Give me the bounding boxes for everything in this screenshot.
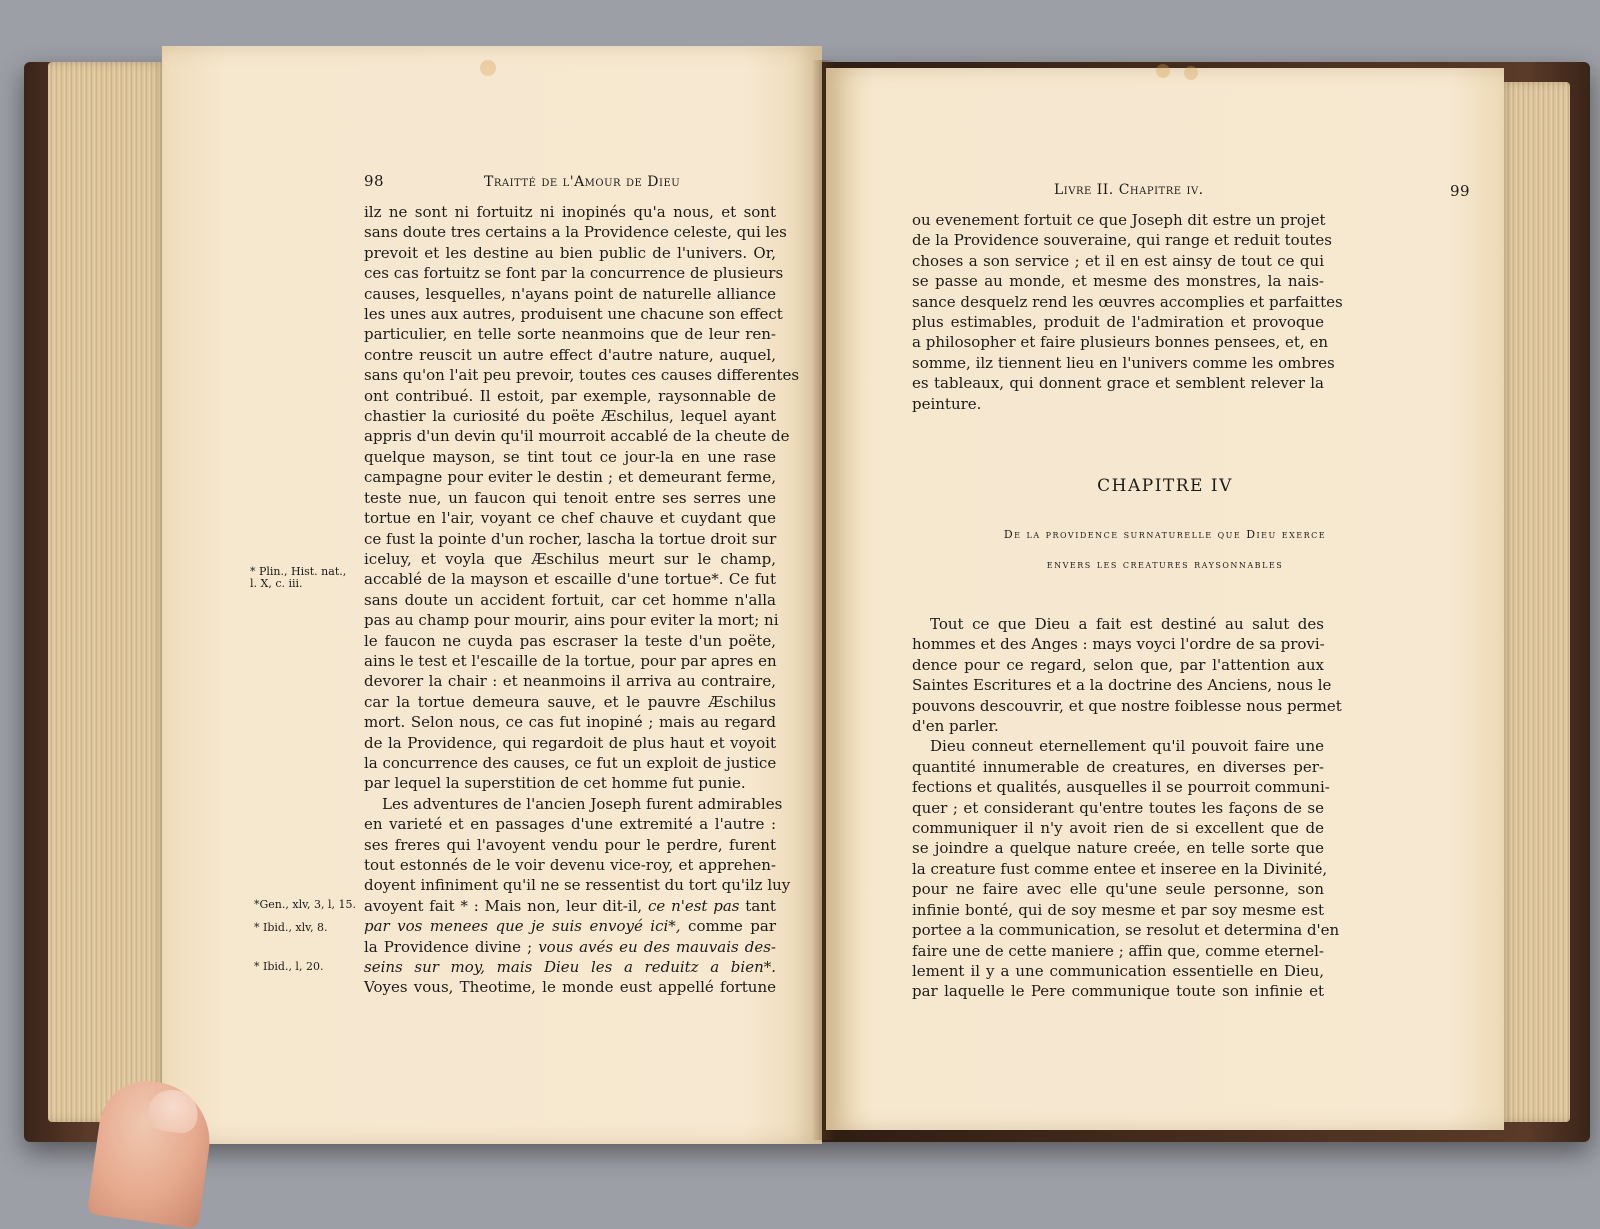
chapter-subtitle: envers les creatures raysonnables	[1046, 558, 1284, 571]
text-line: ou evenement fortuit ce que Joseph dit estre un projet	[912, 211, 1326, 229]
left-page	[162, 46, 822, 1144]
text-line: tout estonnés de le voir devenu vice-roy, et apprehen-	[364, 856, 776, 874]
text-line: Saintes Escritures et a la doctrine des Anciens, nous le	[912, 676, 1332, 695]
text-line: ces cas fortuitz se font par la concurrence de plusieurs	[364, 264, 784, 283]
text-line: par lequel la superstition de cet homme fut punie.	[364, 774, 746, 793]
text-line: tortue en l'air, voyant ce chef chauve et cuydant que	[364, 509, 776, 528]
right-page-top-text	[912, 210, 1343, 414]
text-line: somme, ilz tiennent lieu en l'univers comme les ombres	[912, 353, 1335, 372]
paper-stain	[480, 60, 496, 76]
chapter-subtitle: De la providence surnaturelle que Dieu exerce	[1003, 528, 1327, 541]
text-line: quer ; et considerant qu'entre toutes les façons de se	[912, 798, 1324, 817]
text-line: doyent infiniment qu'il ne se ressentist du tort qu'ilz luy	[364, 876, 791, 895]
text-line: iceluy, et voyla que Æschilus meurt sur le champ,	[364, 549, 776, 568]
text-line: choses a son service ; et il en est ainsy de tout ce qui	[912, 251, 1324, 270]
left-page-text	[364, 202, 800, 998]
text-line: devorer la chair : et neanmoins il arriva au contraire,	[364, 672, 776, 691]
text-line	[364, 957, 776, 977]
text-line: mort. Selon nous, ce cas fut inopiné ; mais au regard	[364, 713, 776, 732]
text-line: chastier la curiosité du poëte Æschilus, lequel ayant	[364, 407, 776, 426]
text-line: fections et qualités, ausquelles il se pourroit communi-	[912, 778, 1330, 797]
text-line: Les adventures de l'ancien Joseph furent admirables	[382, 794, 783, 813]
text-line: par laquelle le Pere communique toute son infinie et	[912, 982, 1324, 1001]
italic-fragment: ce n'est pas	[648, 896, 740, 915]
text-line: sans qu'on l'ait peu prevoir, toutes ces causes differentes	[364, 366, 800, 385]
text-line-mixed	[364, 916, 776, 936]
text-line: la creature fust comme entee et inseree en la Divinité,	[912, 859, 1328, 878]
chapter-title: CHAPITRE IV	[1097, 476, 1233, 496]
text-line: hommes et des Anges : mays voyci l'ordre de sa provi-	[912, 635, 1325, 654]
right-running-title: Livre II. Chapitre iv.	[1054, 182, 1204, 198]
text-line: portee a la communication, se resolut et determina d'en	[912, 921, 1340, 940]
margin-note: *Gen., xlv, 3, l, 15.	[254, 898, 356, 911]
margin-note: l. X, c. iii.	[250, 577, 303, 590]
text-fragment: tant	[745, 896, 776, 915]
text-fragment: comme par	[688, 917, 776, 936]
text-line: communiquer il n'y avoit rien de si excellent que de	[912, 819, 1324, 838]
text-line: ilz ne sont ni fortuitz ni inopinés qu'a nous, et sont	[364, 203, 776, 221]
margin-note: * Ibid., l, 20.	[254, 960, 324, 973]
text-line: contre reuscit un autre effect d'autre nature, auquel,	[364, 345, 776, 364]
text-line-mixed	[364, 896, 776, 916]
text-line: en varieté et en passages d'une extremité a l'autre :	[364, 815, 776, 834]
text-line: causes, lesquelles, n'ayans point de naturelle alliance	[364, 284, 776, 303]
text-line: quelque mayson, se tint tout ce jour-la en une rase	[364, 447, 776, 466]
text-line: Tout ce que Dieu a fait est destiné au salut des	[930, 615, 1324, 633]
text-line: de la Providence souveraine, qui range et reduit toutes	[912, 231, 1332, 250]
text-line: de la Providence, qui regardoit de plus haut et voyoit	[364, 733, 776, 752]
text-line: ce fust la pointe d'un rocher, lascha la tortue droit sur	[364, 529, 777, 548]
margin-note: * Plin., Hist. nat.,	[250, 565, 347, 578]
text-line: le faucon ne cuyda pas escraser la teste d'un poëte,	[364, 631, 776, 650]
margin-note: * Ibid., xlv, 8.	[254, 921, 328, 934]
text-line: infinie bonté, qui de soy mesme et par soy mesme est	[912, 900, 1324, 919]
text-line: ses freres qui l'avoyent vendu pour le perdre, furent	[364, 835, 776, 854]
text-line: lement il y a une communication essentielle en Dieu,	[912, 961, 1324, 980]
text-fragment: avoyent fait * : Mais non, leur dit-il,	[364, 896, 643, 915]
right-page-body-text	[912, 614, 1342, 1002]
text-line: la concurrence des causes, ce fut un exploit de justice	[364, 753, 777, 772]
text-line: plus estimables, produit de l'admiration et provoque	[912, 313, 1324, 332]
text-line: pouvons descouvrir, et que nostre foiblesse nous permet	[912, 696, 1342, 715]
paper-stain	[1184, 66, 1198, 80]
left-page-edges	[48, 62, 166, 1122]
italic-fragment: par vos menees que je suis envoyé ici*,	[364, 917, 681, 936]
text-line: pour ne faire avec elle qu'une seule personne, son	[912, 880, 1324, 899]
text-line: particulier, en telle sorte neanmoins que de leur ren-	[364, 325, 776, 344]
text-line: es tableaux, qui donnent grace et semblent relever la	[912, 374, 1324, 393]
text-line: dence pour ce regard, selon que, par l'attention aux	[912, 655, 1324, 674]
text-line: prevoit et les destine au bien public de l'univers. Or,	[364, 243, 776, 262]
text-line: les unes aux autres, produisent une chacune son effect	[364, 305, 783, 324]
text-line: se passe au monde, et mesme des monstres, la nais-	[912, 272, 1324, 291]
italic-fragment: vous avés eu des mauvais des-	[538, 937, 776, 956]
right-page-number: 99	[1450, 182, 1471, 200]
text-line: ont contribué. Il estoit, par exemple, raysonnable de	[364, 386, 776, 405]
text-line-mixed	[364, 937, 776, 957]
left-page-number: 98	[364, 172, 385, 190]
text-line: d'en parler.	[912, 717, 999, 736]
text-line: quantité innumerable de creatures, en diverses per-	[912, 757, 1324, 776]
italic-fragment: seins sur moy, mais Dieu les a reduitz a bien*.	[364, 958, 776, 977]
text-line: a philosopher et faire plusieurs bonnes pensees, et, en	[912, 333, 1329, 352]
text-line: peinture.	[912, 394, 982, 413]
text-line: se joindre a quelque nature creée, en telle sorte que	[912, 839, 1324, 858]
paper-stain	[1156, 64, 1170, 78]
text-line: teste nue, un faucon qui tenoit entre ses serres une	[364, 488, 776, 507]
text-line: pas au champ pour mourir, ains pour eviter la mort; ni	[364, 611, 779, 630]
right-page-edges	[1500, 82, 1570, 1122]
text-line: campagne pour eviter le destin ; et demeurant ferme,	[364, 468, 776, 487]
left-running-title: Traitté de l'Amour de Dieu	[484, 174, 681, 190]
text-line: sance desquelz rend les œuvres accomplies et parfaittes	[912, 292, 1343, 311]
text-fragment: la Providence divine ;	[364, 937, 533, 956]
text-line: accablé de la mayson et escaille d'une tortue*. Ce fut	[364, 570, 776, 589]
text-line: ains le test et l'escaille de la tortue, pour par apres en	[364, 651, 777, 670]
text-line: sans doute tres certains a la Providence celeste, qui les	[364, 223, 787, 242]
text-line: Voyes vous, Theotime, le monde eust appellé fortune	[364, 978, 776, 997]
text-line: sans doute un accident fortuit, car cet homme n'alla	[364, 590, 776, 609]
text-line: car la tortue demeura sauve, et le pauvre Æschilus	[364, 692, 776, 711]
text-line: Dieu conneut eternellement qu'il pouvoit faire une	[930, 737, 1324, 756]
right-page	[826, 68, 1504, 1130]
text-line: appris d'un devin qu'il mourroit accablé de la cheute de	[364, 427, 790, 446]
text-line: faire une de cette maniere ; affin que, comme eternel-	[912, 941, 1324, 960]
